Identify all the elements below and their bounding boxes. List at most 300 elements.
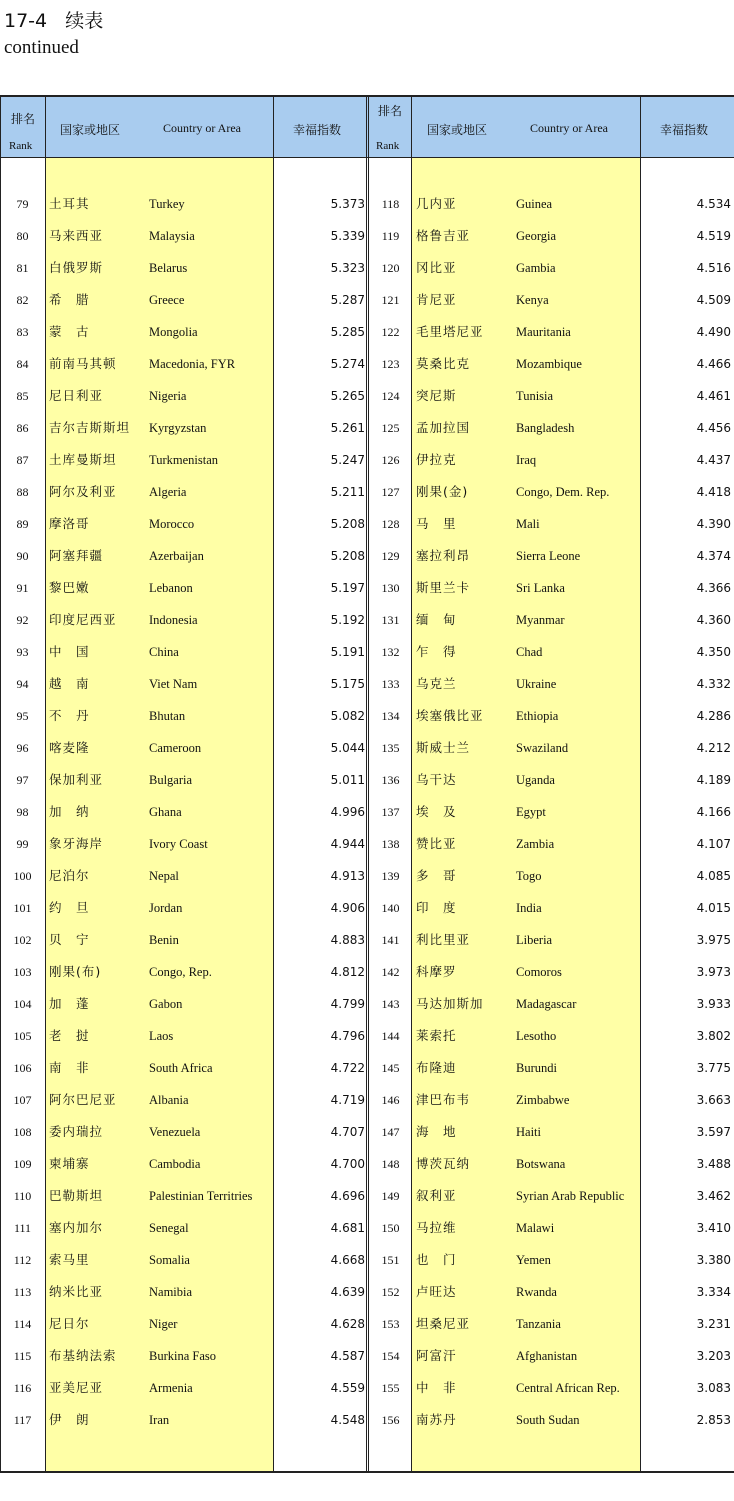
- country-en-cell: Belarus: [149, 261, 188, 275]
- rank-cell: 156: [381, 1413, 400, 1427]
- table-row: [0, 1283, 734, 1315]
- rank-cell: 98: [16, 805, 29, 819]
- happiness-index-cell: 5.373: [330, 197, 365, 211]
- happiness-index-cell: 5.197: [330, 581, 365, 595]
- table-row: [0, 1059, 734, 1091]
- country-cn-cell: 吉尔吉斯斯坦: [49, 420, 131, 435]
- country-cn-cell: 中 非: [416, 1380, 457, 1395]
- country-en-cell: Georgia: [516, 229, 557, 243]
- table-row: [0, 1315, 734, 1347]
- country-en-cell: Ivory Coast: [149, 837, 208, 851]
- happiness-index-cell: 3.933: [696, 997, 731, 1011]
- happiness-index-cell: 4.085: [696, 869, 731, 883]
- rank-cell: 118: [381, 197, 400, 211]
- happiness-index-cell: 4.519: [696, 229, 731, 243]
- country-en-cell: Nepal: [149, 869, 179, 883]
- rank-cell: 129: [381, 549, 400, 563]
- rank-cell: 130: [381, 581, 400, 595]
- rank-cell: 136: [381, 773, 400, 787]
- happiness-index-cell: 5.192: [330, 613, 365, 627]
- happiness-index-cell: 5.287: [330, 293, 365, 307]
- table-subtitle: continued: [4, 37, 79, 58]
- happiness-index-cell: 4.628: [330, 1317, 365, 1331]
- happiness-index-cell: 4.107: [696, 837, 731, 851]
- country-cn-cell: 摩洛哥: [49, 516, 90, 531]
- rank-cell: 91: [16, 581, 29, 595]
- country-cn-cell: 缅 甸: [416, 612, 457, 627]
- country-en-cell: Chad: [516, 645, 543, 659]
- rank-cell: 131: [381, 613, 400, 627]
- happiness-index-cell: 4.668: [330, 1253, 365, 1267]
- country-en-cell: Madagascar: [516, 997, 577, 1011]
- country-cn-cell: 刚果(布): [49, 964, 102, 979]
- happiness-index-cell: 3.597: [696, 1125, 731, 1139]
- rank-cell: 113: [13, 1285, 32, 1299]
- table-number-title: 17-4 续表: [4, 10, 104, 32]
- rank-cell: 84: [16, 357, 29, 371]
- happiness-index-cell: 3.975: [696, 933, 731, 947]
- country-en-cell: Togo: [516, 869, 542, 883]
- happiness-index-cell: 5.082: [330, 709, 365, 723]
- header-index-cn: 幸福指数: [660, 123, 709, 137]
- country-cn-cell: 莫桑比克: [416, 356, 471, 371]
- happiness-index-cell: 4.366: [696, 581, 731, 595]
- happiness-index-cell: 5.211: [330, 485, 365, 499]
- rank-cell: 116: [13, 1381, 32, 1395]
- happiness-index-cell: 4.286: [696, 709, 731, 723]
- rank-cell: 155: [381, 1381, 400, 1395]
- happiness-index-cell: 3.334: [696, 1285, 731, 1299]
- country-en-cell: Central African Rep.: [516, 1381, 620, 1395]
- rank-cell: 140: [381, 901, 400, 915]
- rank-cell: 105: [13, 1029, 32, 1043]
- rank-cell: 85: [16, 389, 29, 403]
- country-en-cell: Burundi: [516, 1061, 557, 1075]
- happiness-index-cell: 4.700: [330, 1157, 365, 1171]
- rank-cell: 97: [16, 773, 29, 787]
- country-en-cell: Bhutan: [149, 709, 186, 723]
- happiness-index-cell: 3.802: [696, 1029, 731, 1043]
- happiness-index-cell: 4.374: [696, 549, 731, 563]
- happiness-index-cell: 3.380: [696, 1253, 731, 1267]
- header-country-en: Country or Area: [163, 121, 241, 135]
- country-en-cell: Lesotho: [516, 1029, 557, 1043]
- happiness-index-cell: 4.466: [696, 357, 731, 371]
- rank-cell: 127: [381, 485, 400, 499]
- table-row: [0, 387, 734, 419]
- rank-cell: 150: [381, 1221, 400, 1235]
- happiness-index-cell: 5.247: [330, 453, 365, 467]
- country-en-cell: Liberia: [516, 933, 553, 947]
- country-en-cell: Syrian Arab Republic: [516, 1189, 625, 1203]
- country-cn-cell: 巴勒斯坦: [49, 1188, 104, 1203]
- country-cn-cell: 越 南: [49, 676, 90, 691]
- country-en-cell: Mongolia: [149, 325, 198, 339]
- country-cn-cell: 多 哥: [416, 868, 457, 883]
- rank-cell: 152: [381, 1285, 400, 1299]
- rank-cell: 147: [381, 1125, 400, 1139]
- header-rank-cn: 排名: [11, 112, 36, 126]
- country-cn-cell: 加 纳: [49, 804, 90, 819]
- country-cn-cell: 伊拉克: [416, 452, 457, 467]
- rank-cell: 138: [381, 837, 400, 851]
- happiness-index-cell: 4.799: [330, 997, 365, 1011]
- rank-cell: 86: [16, 421, 29, 435]
- country-en-cell: Gabon: [149, 997, 183, 1011]
- table-row: [0, 995, 734, 1027]
- happiness-index-cell: 4.332: [696, 677, 731, 691]
- happiness-index-cell: 4.722: [330, 1061, 365, 1075]
- country-en-cell: Egypt: [516, 805, 546, 819]
- country-cn-cell: 贝 宁: [49, 932, 90, 947]
- table-row: [0, 355, 734, 387]
- country-en-cell: Zambia: [516, 837, 555, 851]
- country-cn-cell: 蒙 古: [49, 324, 90, 339]
- table-row: [0, 707, 734, 739]
- country-cn-cell: 约 旦: [49, 900, 90, 915]
- happiness-index-cell: 3.410: [696, 1221, 731, 1235]
- country-en-cell: Guinea: [516, 197, 553, 211]
- rank-cell: 143: [381, 997, 400, 1011]
- happiness-index-cell: 5.208: [330, 517, 365, 531]
- rank-cell: 115: [13, 1349, 32, 1363]
- country-cn-cell: 委内瑞拉: [49, 1124, 104, 1139]
- country-cn-cell: 赞比亚: [416, 836, 457, 851]
- country-en-cell: Benin: [149, 933, 179, 947]
- rank-cell: 144: [381, 1029, 400, 1043]
- country-cn-cell: 伊 朗: [49, 1412, 90, 1427]
- country-cn-cell: 莱索托: [416, 1028, 457, 1043]
- happiness-index-cell: 4.418: [696, 485, 731, 499]
- country-en-cell: Palestinian Territries: [149, 1189, 253, 1203]
- happiness-index-cell: 5.044: [330, 741, 365, 755]
- happiness-index-cell: 5.339: [330, 229, 365, 243]
- table-row: [0, 483, 734, 515]
- country-cn-cell: 马来西亚: [49, 228, 104, 243]
- rank-cell: 103: [13, 965, 32, 979]
- country-cn-cell: 斯威士兰: [416, 740, 471, 755]
- country-en-cell: Venezuela: [149, 1125, 201, 1139]
- country-en-cell: Gambia: [516, 261, 556, 275]
- country-en-cell: Afghanistan: [516, 1349, 578, 1363]
- country-en-cell: Comoros: [516, 965, 562, 979]
- country-cn-cell: 象牙海岸: [49, 836, 104, 851]
- table-row: [0, 419, 734, 451]
- country-cn-cell: 中 国: [49, 644, 90, 659]
- country-cn-cell: 马达加斯加: [416, 996, 484, 1011]
- country-cn-cell: 尼日尔: [49, 1316, 90, 1331]
- country-cn-cell: 格鲁吉亚: [416, 228, 471, 243]
- rank-cell: 92: [16, 613, 29, 627]
- country-en-cell: Myanmar: [516, 613, 565, 627]
- country-en-cell: Azerbaijan: [149, 549, 204, 563]
- rank-cell: 149: [381, 1189, 400, 1203]
- header-rank-en: Rank: [9, 140, 33, 152]
- table-row: [0, 451, 734, 483]
- country-cn-cell: 科摩罗: [416, 964, 457, 979]
- country-en-cell: Congo, Rep.: [149, 965, 212, 979]
- table-row: [0, 1411, 734, 1443]
- country-en-cell: Viet Nam: [149, 677, 198, 691]
- table-row: [0, 835, 734, 867]
- country-en-cell: Niger: [149, 1317, 178, 1331]
- table-row: [0, 1123, 734, 1155]
- header-rank-cn: 排名: [378, 104, 403, 118]
- rank-cell: 123: [381, 357, 400, 371]
- rank-cell: 107: [13, 1093, 32, 1107]
- happiness-index-cell: 3.775: [696, 1061, 731, 1075]
- table-row: [0, 611, 734, 643]
- country-en-cell: Cambodia: [149, 1157, 201, 1171]
- country-cn-cell: 博茨瓦纳: [416, 1156, 471, 1171]
- table-row: [0, 291, 734, 323]
- rank-cell: 88: [16, 485, 29, 499]
- country-cn-cell: 利比里亚: [416, 932, 471, 947]
- country-en-cell: Tanzania: [516, 1317, 561, 1331]
- table-row: [0, 1155, 734, 1187]
- table-row: [0, 515, 734, 547]
- country-cn-cell: 马 里: [416, 516, 457, 531]
- country-cn-cell: 柬埔寨: [49, 1156, 90, 1171]
- country-cn-cell: 亚美尼亚: [49, 1380, 104, 1395]
- country-en-cell: Haiti: [516, 1125, 541, 1139]
- country-cn-cell: 索马里: [49, 1252, 90, 1267]
- rank-cell: 100: [13, 869, 32, 883]
- country-cn-cell: 尼泊尔: [49, 868, 90, 883]
- country-cn-cell: 白俄罗斯: [49, 260, 104, 275]
- table-row: [0, 1379, 734, 1411]
- rank-cell: 104: [13, 997, 32, 1011]
- country-en-cell: Armenia: [149, 1381, 193, 1395]
- happiness-index-cell: 4.490: [696, 325, 731, 339]
- table-row: [0, 803, 734, 835]
- happiness-index-cell: 4.707: [330, 1125, 365, 1139]
- rank-cell: 153: [381, 1317, 400, 1331]
- country-en-cell: Rwanda: [516, 1285, 557, 1299]
- rank-cell: 120: [381, 261, 400, 275]
- country-en-cell: Congo, Dem. Rep.: [516, 485, 610, 499]
- rank-cell: 114: [13, 1317, 32, 1331]
- happiness-index-cell: 3.083: [696, 1381, 731, 1395]
- table-row: [0, 739, 734, 771]
- table-row: [0, 931, 734, 963]
- rank-cell: 101: [13, 901, 32, 915]
- table-row: [0, 1251, 734, 1283]
- country-en-cell: Kyrgyzstan: [149, 421, 207, 435]
- country-cn-cell: 印 度: [416, 900, 457, 915]
- country-en-cell: Sierra Leone: [516, 549, 581, 563]
- country-cn-cell: 津巴布韦: [416, 1092, 471, 1107]
- happiness-index-cell: 3.488: [696, 1157, 731, 1171]
- happiness-index-cell: 4.516: [696, 261, 731, 275]
- table-row: [0, 227, 734, 259]
- rank-cell: 137: [381, 805, 400, 819]
- country-cn-cell: 毛里塔尼亚: [416, 324, 484, 339]
- country-en-cell: Malawi: [516, 1221, 555, 1235]
- header-country-cn: 国家或地区: [60, 123, 121, 137]
- country-en-cell: Mali: [516, 517, 540, 531]
- rank-cell: 126: [381, 453, 400, 467]
- country-cn-cell: 埃塞俄比亚: [416, 708, 484, 723]
- rank-cell: 135: [381, 741, 400, 755]
- table-row: [0, 963, 734, 995]
- happiness-index-cell: 4.461: [696, 389, 731, 403]
- country-cn-cell: 布隆迪: [416, 1060, 457, 1075]
- country-cn-cell: 加 蓬: [49, 996, 90, 1011]
- rank-cell: 83: [16, 325, 29, 339]
- country-cn-cell: 老 挝: [49, 1028, 90, 1043]
- country-cn-cell: 乍 得: [416, 644, 457, 659]
- header-country-en: Country or Area: [530, 121, 608, 135]
- table-row: [0, 675, 734, 707]
- country-cn-cell: 冈比亚: [416, 260, 457, 275]
- country-cn-cell: 马拉维: [416, 1220, 457, 1235]
- country-cn-cell: 卢旺达: [416, 1284, 457, 1299]
- country-en-cell: China: [149, 645, 179, 659]
- rank-cell: 145: [381, 1061, 400, 1075]
- rank-cell: 87: [16, 453, 29, 467]
- country-cn-cell: 阿塞拜疆: [49, 548, 104, 563]
- country-cn-cell: 印度尼西亚: [49, 612, 117, 627]
- country-en-cell: Ukraine: [516, 677, 557, 691]
- table-row: [0, 323, 734, 355]
- country-cn-cell: 不 丹: [49, 708, 90, 723]
- rank-cell: 81: [16, 261, 29, 275]
- happiness-index-cell: 4.559: [330, 1381, 365, 1395]
- table-row: [0, 867, 734, 899]
- happiness-index-cell: 3.663: [696, 1093, 731, 1107]
- country-cn-cell: 塞拉利昂: [416, 548, 471, 563]
- rank-cell: 102: [13, 933, 32, 947]
- header-index-cn: 幸福指数: [293, 123, 342, 137]
- rank-cell: 117: [13, 1413, 32, 1427]
- country-cn-cell: 坦桑尼亚: [416, 1316, 471, 1331]
- country-en-cell: Yemen: [516, 1253, 551, 1267]
- happiness-index-cell: 4.360: [696, 613, 731, 627]
- rank-cell: 111: [13, 1221, 32, 1235]
- country-cn-cell: 南 非: [49, 1060, 90, 1075]
- country-en-cell: Indonesia: [149, 613, 198, 627]
- country-en-cell: Morocco: [149, 517, 195, 531]
- country-en-cell: Nigeria: [149, 389, 187, 403]
- country-cn-cell: 阿富汗: [416, 1348, 457, 1363]
- happiness-index-cell: 4.906: [330, 901, 365, 915]
- happiness-index-cell: 5.323: [330, 261, 365, 275]
- rank-cell: 99: [16, 837, 29, 851]
- rank-cell: 93: [16, 645, 29, 659]
- country-en-cell: Zimbabwe: [516, 1093, 570, 1107]
- table-row: [0, 547, 734, 579]
- country-cn-cell: 乌克兰: [416, 676, 457, 691]
- rank-cell: 154: [381, 1349, 400, 1363]
- country-cn-cell: 尼日利亚: [49, 388, 104, 403]
- happiness-index-cell: 4.509: [696, 293, 731, 307]
- table-row: [0, 771, 734, 803]
- happiness-index-cell: 4.812: [330, 965, 365, 979]
- rank-cell: 79: [16, 197, 29, 211]
- country-en-cell: Burkina Faso: [149, 1349, 217, 1363]
- rank-cell: 141: [381, 933, 400, 947]
- rank-cell: 119: [381, 229, 400, 243]
- country-en-cell: Turkey: [149, 197, 185, 211]
- country-cn-cell: 希 腊: [49, 292, 90, 307]
- rank-cell: 90: [16, 549, 29, 563]
- rank-cell: 110: [13, 1189, 32, 1203]
- rank-cell: 139: [381, 869, 400, 883]
- country-en-cell: Namibia: [149, 1285, 193, 1299]
- country-cn-cell: 南苏丹: [416, 1412, 457, 1427]
- country-cn-cell: 土库曼斯坦: [49, 452, 117, 467]
- rank-cell: 146: [381, 1093, 400, 1107]
- country-cn-cell: 也 门: [416, 1252, 457, 1267]
- table-row: [0, 195, 734, 227]
- country-en-cell: Jordan: [149, 901, 183, 915]
- country-cn-cell: 阿尔巴尼亚: [49, 1092, 117, 1107]
- happiness-index-cell: 4.696: [330, 1189, 365, 1203]
- country-en-cell: Sri Lanka: [516, 581, 565, 595]
- happiness-index-cell: 4.681: [330, 1221, 365, 1235]
- country-en-cell: Botswana: [516, 1157, 566, 1171]
- country-en-cell: Lebanon: [149, 581, 193, 595]
- country-en-cell: Turkmenistan: [149, 453, 218, 467]
- rank-cell: 134: [381, 709, 400, 723]
- happiness-index-cell: 4.883: [330, 933, 365, 947]
- country-en-cell: South Sudan: [516, 1413, 580, 1427]
- happiness-index-cell: 5.191: [330, 645, 365, 659]
- country-en-cell: Mozambique: [516, 357, 582, 371]
- country-cn-cell: 斯里兰卡: [416, 580, 471, 595]
- country-cn-cell: 突尼斯: [416, 388, 457, 403]
- happiness-index-cell: 4.212: [696, 741, 731, 755]
- rank-cell: 109: [13, 1157, 32, 1171]
- happiness-index-cell: 4.166: [696, 805, 731, 819]
- country-en-cell: Algeria: [149, 485, 187, 499]
- country-en-cell: Macedonia, FYR: [149, 357, 236, 371]
- rank-cell: 148: [381, 1157, 400, 1171]
- country-cn-cell: 土耳其: [49, 196, 90, 211]
- country-cn-cell: 孟加拉国: [416, 420, 471, 435]
- country-en-cell: Bulgaria: [149, 773, 193, 787]
- happiness-index-cell: 5.285: [330, 325, 365, 339]
- rank-cell: 80: [16, 229, 29, 243]
- rank-cell: 125: [381, 421, 400, 435]
- country-en-cell: South Africa: [149, 1061, 213, 1075]
- rank-cell: 89: [16, 517, 29, 531]
- header-country-cn: 国家或地区: [427, 123, 488, 137]
- table-row: [0, 1219, 734, 1251]
- rank-cell: 151: [381, 1253, 400, 1267]
- header-rank-en: Rank: [376, 140, 400, 152]
- country-cn-cell: 喀麦隆: [49, 740, 90, 755]
- rank-cell: 133: [381, 677, 400, 691]
- happiness-index-cell: 4.548: [330, 1413, 365, 1427]
- country-en-cell: Kenya: [516, 293, 549, 307]
- country-en-cell: Swaziland: [516, 741, 569, 755]
- country-en-cell: Mauritania: [516, 325, 571, 339]
- happiness-index-cell: 4.639: [330, 1285, 365, 1299]
- table-row: [0, 1187, 734, 1219]
- country-en-cell: Ghana: [149, 805, 182, 819]
- happiness-index-cell: 4.015: [696, 901, 731, 915]
- table-row: [0, 1027, 734, 1059]
- country-en-cell: Uganda: [516, 773, 555, 787]
- country-cn-cell: 塞内加尔: [49, 1220, 104, 1235]
- table-row: [0, 1347, 734, 1379]
- country-cn-cell: 黎巴嫩: [49, 580, 90, 595]
- rank-cell: 96: [16, 741, 29, 755]
- happiness-index-cell: 4.437: [696, 453, 731, 467]
- country-cn-cell: 阿尔及利亚: [49, 484, 117, 499]
